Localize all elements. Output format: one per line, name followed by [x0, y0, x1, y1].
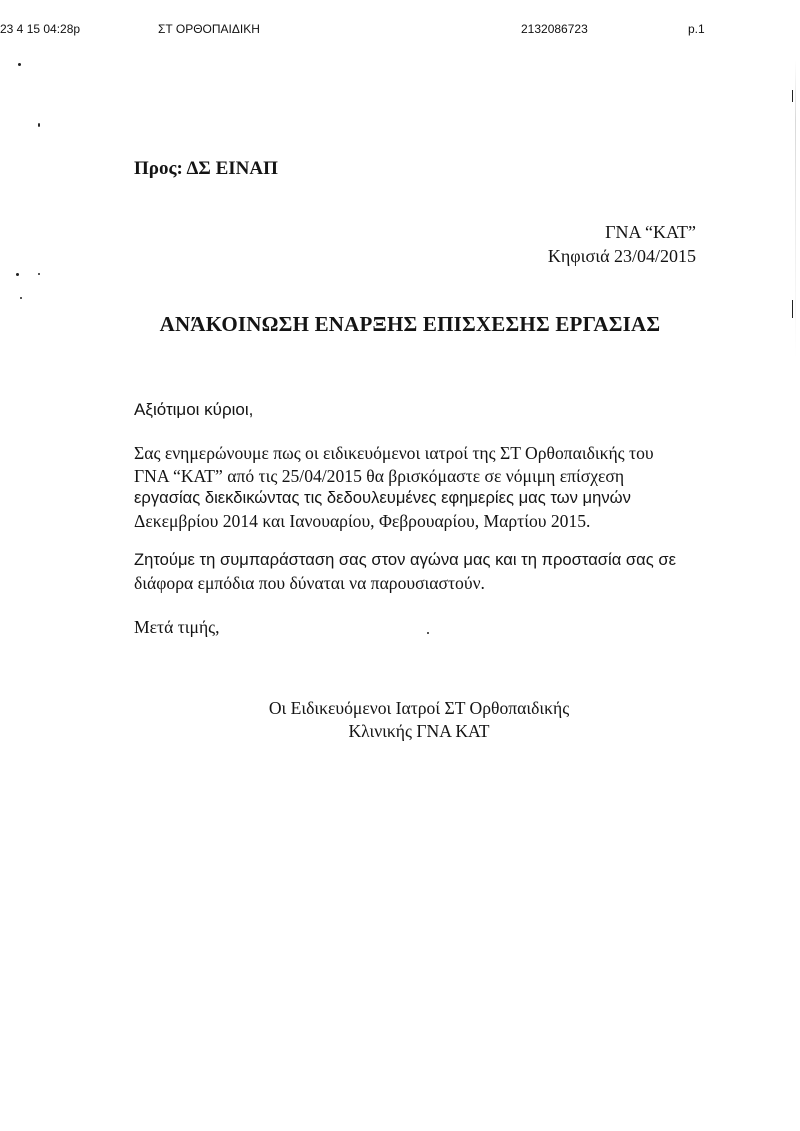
scan-speck — [20, 297, 22, 299]
fax-sender: ΣΤ ΟΡΘΟΠΑΙΔΙΚΗ — [158, 22, 260, 36]
body-paragraph-1 — [134, 442, 704, 532]
paragraph-line: διάφορα εμπόδια που δύναται να παρουσιαστούν. — [134, 572, 485, 593]
scan-speck — [18, 63, 21, 66]
scan-speck — [38, 273, 40, 275]
scan-speck — [427, 632, 429, 634]
signature-line-1: Οι Ειδικευόμενοι Ιατροί ΣΤ Ορθοπαιδικής — [268, 698, 570, 718]
scan-speck — [792, 90, 793, 102]
body-paragraph-2 — [134, 549, 704, 594]
paragraph-line: Ζητούμε τη συμπαράσταση σας στον αγώνα μας και τη προστασία σας σε — [134, 550, 677, 569]
paragraph-line: εργασίας διεκδικώντας τις δεδουλευμένες εφημερίες μας των μηνών — [134, 488, 631, 507]
signature-line-2: Κλινικής ΓΝΑ ΚΑΤ — [348, 721, 490, 741]
sender-organization: ΓΝΑ “ΚΑΤ” — [605, 222, 696, 242]
salutation: Αξιότιμοι κύριοι, — [134, 400, 254, 419]
paragraph-line: Δεκεμβρίου 2014 και Ιανουαρίου, Φεβρουαρίου, Μαρτίου 2015. — [134, 510, 591, 531]
scan-speck — [38, 123, 40, 127]
sender-block — [548, 220, 696, 268]
recipient-line: Προς: ΔΣ ΕΙΝΑΠ — [134, 158, 278, 179]
signature-block — [0, 697, 800, 743]
place-date: Κηφισιά 23/04/2015 — [547, 246, 696, 266]
fax-number: 2132086723 — [521, 22, 588, 36]
fax-datetime: 23 4 15 04:28p — [0, 22, 81, 36]
fax-page-number: p.1 — [688, 22, 705, 36]
document-title-text: ΑΝΆΚΟΙΝΩΣΗ ΕΝΑΡΞΗΣ ΕΠΙΣΧΕΣΗΣ ΕΡΓΑΣΙΑΣ — [159, 312, 661, 336]
paragraph-line: ΓΝΑ “ΚΑΤ” από τις 25/04/2015 θα βρισκόμαστε σε νόμιμη επίσχεση — [134, 465, 625, 486]
paragraph-line: Σας ενημερώνουμε πως οι ειδικευόμενοι ιατροί της ΣΤ Ορθοπαιδικής του — [134, 443, 654, 463]
closing: Μετά τιμής, — [134, 617, 220, 637]
scan-speck — [16, 273, 19, 276]
document-title — [0, 312, 800, 337]
